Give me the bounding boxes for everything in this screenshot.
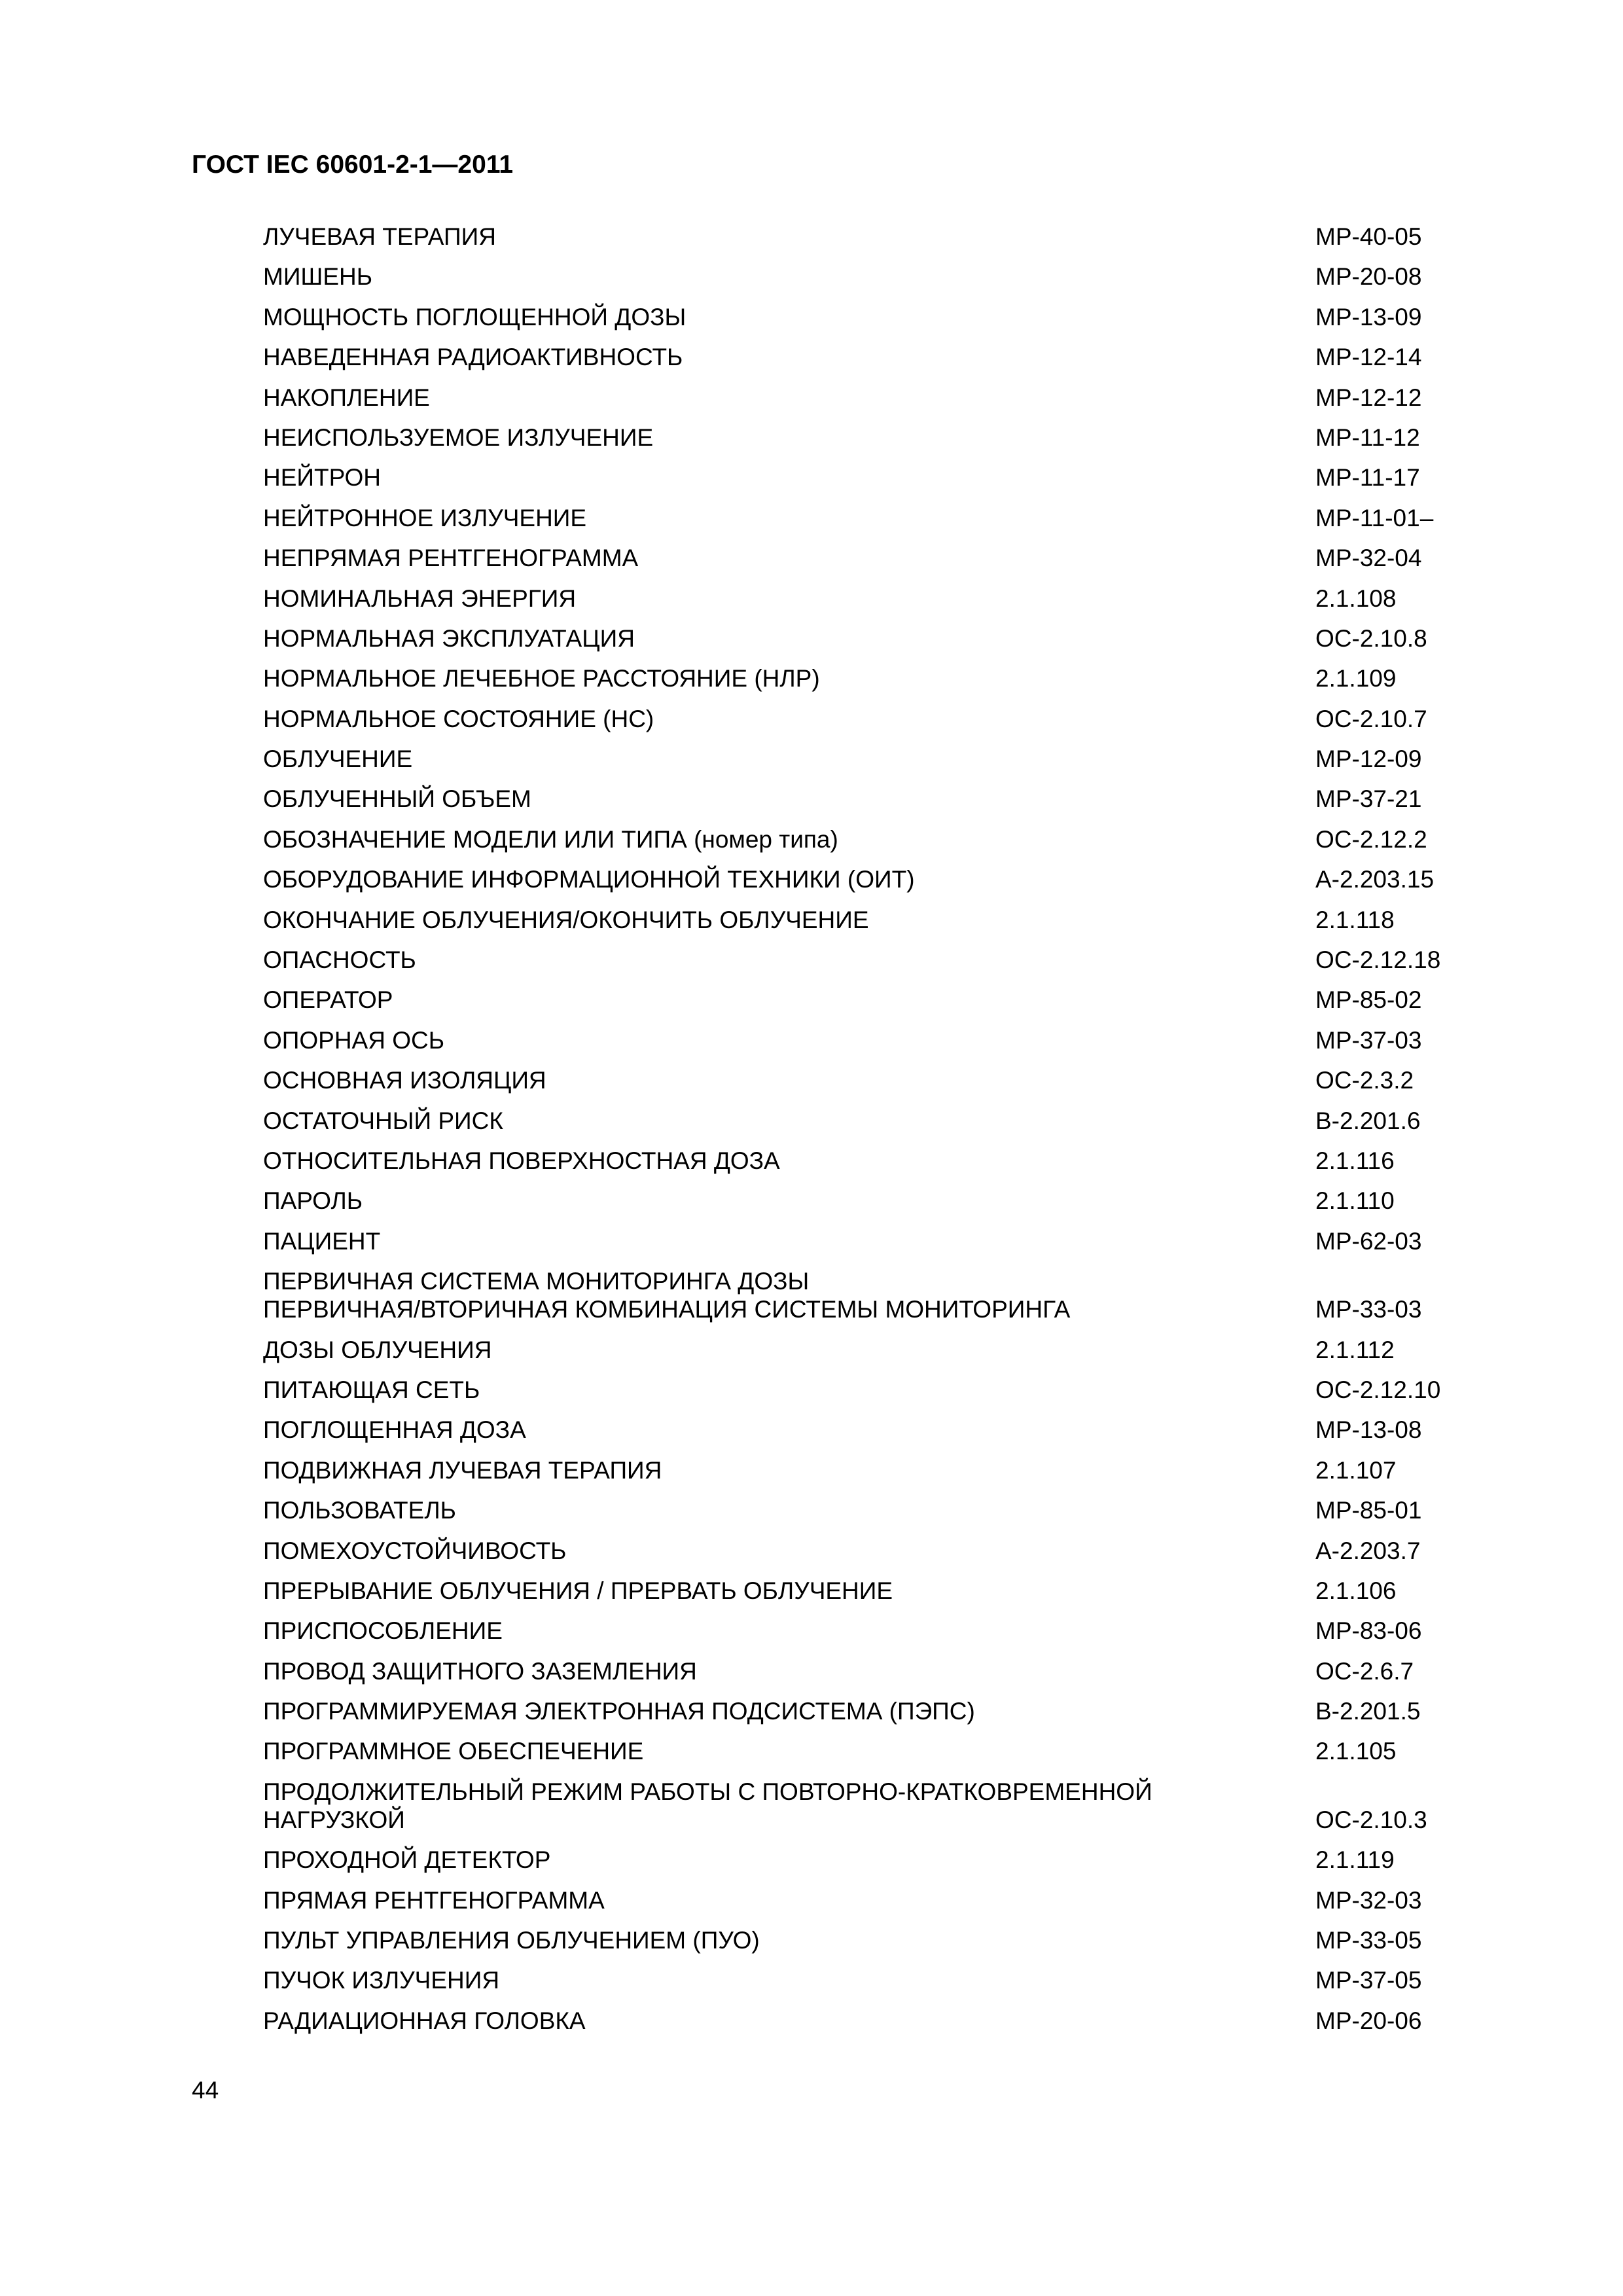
index-reference: ОС-2.3.2 [1315, 1067, 1414, 1094]
index-term: ПЕРВИЧНАЯ СИСТЕМА МОНИТОРИНГА ДОЗЫ ПЕРВИЧНАЯ/ВТОРИЧНАЯ КОМБИНАЦИЯ СИСТЕМЫ МОНИТОРИНГА [263, 1268, 1071, 1323]
index-reference: ОС-2.10.3 [1315, 1806, 1427, 1833]
index-reference: МР-83-06 [1315, 1617, 1422, 1645]
index-entry [263, 705, 1461, 745]
index-reference: 2.1.105 [1315, 1738, 1397, 1765]
index-reference: МР-37-21 [1315, 785, 1422, 813]
index-term: ОПАСНОСТЬ [263, 946, 416, 974]
index-entry [263, 1107, 1461, 1147]
index-term: ПРОДОЛЖИТЕЛЬНЫЙ РЕЖИМ РАБОТЫ С ПОВТОРНО-КРАТКОВРЕМЕННОЙ НАГРУЗКОЙ [263, 1778, 1152, 1833]
index-term: ПОГЛОЩЕННАЯ ДОЗА [263, 1416, 526, 1444]
index-term: НЕЙТРОН [263, 464, 381, 492]
index-entry [263, 1026, 1461, 1066]
index-term: ПОДВИЖНАЯ ЛУЧЕВАЯ ТЕРАПИЯ [263, 1456, 662, 1484]
index-term: ОБЛУЧЕНИЕ [263, 745, 413, 773]
index-reference: МР-12-14 [1315, 344, 1422, 371]
index-reference: 2.1.118 [1315, 906, 1395, 933]
index-term: НОМИНАЛЬНАЯ ЭНЕРГИЯ [263, 584, 577, 612]
index-entry [263, 1066, 1461, 1106]
index-term: ЛУЧЕВАЯ ТЕРАПИЯ [263, 223, 496, 250]
index-term: НЕИСПОЛЬЗУЕМОЕ ИЗЛУЧЕНИЕ [263, 423, 654, 451]
index-entry [263, 946, 1461, 986]
index-entry [263, 1147, 1461, 1187]
index-term: ПРЕРЫВАНИЕ ОБЛУЧЕНИЯ / ПРЕРВАТЬ ОБЛУЧЕНИЕ [263, 1577, 893, 1604]
index-term: ПОЛЬЗОВАТЕЛЬ [263, 1497, 456, 1524]
index-term: ПРОГРАММНОЕ ОБЕСПЕЧЕНИЕ [263, 1738, 644, 1765]
index-reference: 2.1.107 [1315, 1456, 1397, 1484]
index-reference: А-2.203.15 [1315, 866, 1435, 893]
index-reference: МР-13-09 [1315, 303, 1422, 331]
index-reference: А-2.203.7 [1315, 1537, 1421, 1564]
index-entry [263, 1846, 1461, 1886]
index-term: ПРОВОД ЗАЩИТНОГО ЗАЗЕМЛЕНИЯ [263, 1657, 697, 1685]
index-reference: МР-32-04 [1315, 545, 1422, 572]
index-entry [263, 865, 1461, 905]
index-entry [263, 1376, 1461, 1416]
index-reference: 2.1.108 [1315, 584, 1397, 612]
index-term: НОРМАЛЬНОЕ ЛЕЧЕБНОЕ РАССТОЯНИЕ (НЛР) [263, 665, 820, 692]
index-entry [263, 1697, 1461, 1737]
index-entry [263, 504, 1461, 544]
index-entry [263, 906, 1461, 946]
index-reference: В-2.201.5 [1315, 1698, 1421, 1725]
index-entry [263, 2007, 1461, 2047]
index-entry [263, 825, 1461, 865]
index-reference: ОС-2.12.10 [1315, 1376, 1441, 1403]
index-reference: МР-85-01 [1315, 1497, 1422, 1524]
index-term: ПРОГРАММИРУЕМАЯ ЭЛЕКТРОННАЯ ПОДСИСТЕМА (ПЭПС) [263, 1698, 975, 1725]
index-entry [263, 1227, 1461, 1267]
index-entry [263, 544, 1461, 584]
index-reference: 2.1.119 [1315, 1846, 1395, 1874]
index-reference: ОС-2.10.8 [1315, 624, 1427, 652]
index-term: ПРЯМАЯ РЕНТГЕНОГРАММА [263, 1886, 605, 1914]
index-reference: МР-11-17 [1315, 464, 1420, 492]
index-term: ПУЛЬТ УПРАВЛЕНИЯ ОБЛУЧЕНИЕМ (ПУО) [263, 1927, 760, 1954]
index-entry [263, 1336, 1461, 1376]
index-entry [263, 1737, 1461, 1777]
index-entry [263, 1496, 1461, 1536]
index-term: ОКОНЧАНИЕ ОБЛУЧЕНИЯ/ОКОНЧИТЬ ОБЛУЧЕНИЕ [263, 906, 869, 933]
index-term: ОБОРУДОВАНИЕ ИНФОРМАЦИОННОЙ ТЕХНИКИ (ОИТ) [263, 866, 915, 893]
index-entry [263, 423, 1461, 463]
index-term: ПРИСПОСОБЛЕНИЕ [263, 1617, 503, 1645]
index-term: ОСТАТОЧНЫЙ РИСК [263, 1107, 503, 1134]
index-reference: МР-12-09 [1315, 745, 1422, 773]
index-entry [263, 1778, 1461, 1846]
index-entry [263, 785, 1461, 825]
index-term: ПУЧОК ИЗЛУЧЕНИЯ [263, 1967, 500, 1994]
index-term: ОПОРНАЯ ОСЬ [263, 1026, 445, 1054]
index-entry [263, 463, 1461, 503]
index-entry [263, 664, 1461, 704]
index-term: ПРОХОДНОЙ ДЕТЕКТОР [263, 1846, 551, 1874]
index-reference: В-2.201.6 [1315, 1107, 1421, 1134]
index-reference: МР-33-03 [1315, 1296, 1422, 1323]
index-reference: ОС-2.6.7 [1315, 1657, 1414, 1685]
index-reference: МР-11-12 [1315, 423, 1420, 451]
index-reference: 2.1.109 [1315, 665, 1397, 692]
index-reference: ОС-2.10.7 [1315, 705, 1427, 732]
index-term: НАВЕДЕННАЯ РАДИОАКТИВНОСТЬ [263, 344, 683, 371]
index-entry [263, 1187, 1461, 1227]
index-term: ОБЛУЧЕННЫЙ ОБЪЕМ [263, 785, 531, 813]
index-term: ОПЕРАТОР [263, 986, 393, 1014]
index-term: ДОЗЫ ОБЛУЧЕНИЯ [263, 1336, 492, 1363]
index-reference: МР-33-05 [1315, 1927, 1422, 1954]
document-header: ГОСТ IEC 60601-2-1—2011 [192, 151, 514, 179]
index-entry [263, 986, 1461, 1026]
index-term: НОРМАЛЬНАЯ ЭКСПЛУАТАЦИЯ [263, 624, 635, 652]
index-reference: МР-20-08 [1315, 263, 1422, 291]
index-reference: 2.1.116 [1315, 1147, 1395, 1174]
term-index-list [263, 223, 1461, 2047]
index-term: ПАЦИЕНТ [263, 1227, 381, 1255]
index-reference: 2.1.106 [1315, 1577, 1397, 1604]
index-reference: ОС-2.12.2 [1315, 825, 1427, 853]
index-term: ПАРОЛЬ [263, 1187, 363, 1215]
index-reference: МР-13-08 [1315, 1416, 1422, 1444]
index-entry [263, 624, 1461, 664]
index-entry [263, 1537, 1461, 1577]
index-term: НОРМАЛЬНОЕ СОСТОЯНИЕ (НС) [263, 705, 654, 732]
index-entry [263, 745, 1461, 785]
page-number: 44 [192, 2077, 219, 2104]
index-reference: 2.1.110 [1315, 1187, 1395, 1215]
index-reference: МР-12-12 [1315, 384, 1422, 411]
index-entry [263, 1886, 1461, 1926]
index-term: РАДИАЦИОННАЯ ГОЛОВКА [263, 2007, 586, 2034]
index-entry [263, 1267, 1461, 1335]
index-term: НЕЙТРОННОЕ ИЗЛУЧЕНИЕ [263, 504, 587, 531]
index-entry [263, 1617, 1461, 1657]
index-reference: МР-20-06 [1315, 2007, 1422, 2034]
index-term: ОТНОСИТЕЛЬНАЯ ПОВЕРХНОСТНАЯ ДОЗА [263, 1147, 780, 1174]
index-entry [263, 1456, 1461, 1496]
index-reference: ОС-2.12.18 [1315, 946, 1441, 974]
index-reference: 2.1.112 [1315, 1336, 1395, 1363]
index-term: НЕПРЯМАЯ РЕНТГЕНОГРАММА [263, 545, 639, 572]
index-entry [263, 1966, 1461, 2006]
index-term: НАКОПЛЕНИЕ [263, 384, 430, 411]
index-entry [263, 223, 1461, 262]
index-term: ОБОЗНАЧЕНИЕ МОДЕЛИ ИЛИ ТИПА (номер типа) [263, 825, 838, 853]
index-entry [263, 303, 1461, 343]
index-term: ПОМЕХОУСТОЙЧИВОСТЬ [263, 1537, 567, 1564]
index-entry [263, 584, 1461, 624]
index-entry [263, 343, 1461, 383]
index-reference: МР-85-02 [1315, 986, 1422, 1014]
index-reference: МР-11-01– [1315, 504, 1434, 531]
index-entry [263, 262, 1461, 302]
index-reference: МР-37-03 [1315, 1026, 1422, 1054]
index-entry [263, 1577, 1461, 1617]
index-reference: МР-32-03 [1315, 1886, 1422, 1914]
index-entry [263, 1657, 1461, 1697]
index-entry [263, 1926, 1461, 1966]
index-term: ОСНОВНАЯ ИЗОЛЯЦИЯ [263, 1067, 546, 1094]
index-reference: МР-37-05 [1315, 1967, 1422, 1994]
index-term: ПИТАЮЩАЯ СЕТЬ [263, 1376, 480, 1403]
index-reference: МР-40-05 [1315, 223, 1422, 250]
index-reference: МР-62-03 [1315, 1227, 1422, 1255]
index-term: МИШЕНЬ [263, 263, 373, 291]
index-term: МОЩНОСТЬ ПОГЛОЩЕННОЙ ДОЗЫ [263, 303, 687, 331]
index-entry [263, 384, 1461, 423]
index-entry [263, 1416, 1461, 1456]
